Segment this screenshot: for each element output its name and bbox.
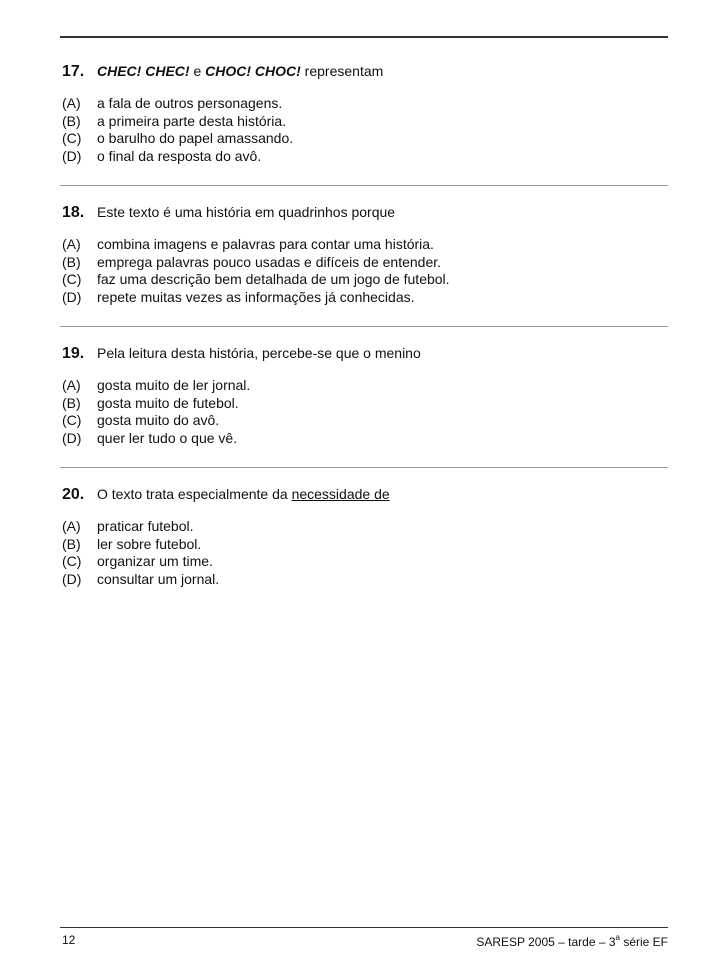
stem-underlined: necessidade de [291, 486, 390, 502]
option-b[interactable] [62, 113, 668, 131]
question-number: 17. [62, 63, 85, 80]
question-19 [62, 345, 668, 447]
option-a[interactable] [62, 377, 668, 395]
question-stem [97, 63, 383, 79]
question-number: 18. [62, 204, 85, 221]
options-list [62, 518, 668, 588]
option-letter: (B) [62, 535, 81, 552]
question-stem [97, 486, 390, 502]
question-header [62, 486, 668, 508]
separator [60, 326, 668, 327]
option-text: ler sobre futebol. [97, 535, 202, 552]
option-letter: (C) [62, 271, 82, 287]
question-stem: Este texto é uma história em quadrinhos porque [97, 204, 396, 220]
stem-text: representam [300, 63, 384, 79]
stem-emphasis: CHOC! CHOC! [205, 63, 301, 79]
option-c[interactable] [62, 271, 668, 289]
question-20 [62, 486, 668, 588]
option-text: combina imagens e palavras para contar uma história. [97, 236, 434, 252]
exam-label-sup: a [615, 933, 620, 942]
option-text: a fala de outros personagens. [97, 95, 283, 111]
question-18 [62, 204, 668, 306]
option-letter: (D) [62, 429, 82, 446]
question-number: 20. [62, 486, 85, 503]
page-footer [62, 933, 668, 949]
option-a[interactable] [62, 236, 668, 254]
option-letter: (D) [62, 288, 82, 305]
option-c[interactable] [62, 130, 668, 148]
page-number: 12 [62, 933, 76, 947]
option-letter: (A) [62, 95, 81, 111]
question-header [62, 204, 668, 226]
option-text: o final da resposta do avô. [97, 147, 262, 164]
question-17 [62, 63, 668, 165]
option-text: emprega palavras pouco usadas e difíceis de entender. [97, 253, 442, 270]
exam-label-suffix: série EF [619, 935, 668, 949]
option-letter: (B) [62, 394, 81, 411]
option-c[interactable] [62, 553, 668, 571]
option-text: gosta muito de ler jornal. [97, 377, 251, 393]
options-list [62, 236, 668, 306]
option-a[interactable] [62, 518, 668, 536]
option-letter: (B) [62, 112, 81, 129]
question-header [62, 63, 668, 85]
option-text: praticar futebol. [97, 518, 194, 534]
option-text: quer ler tudo o que vê. [97, 429, 238, 446]
option-c[interactable] [62, 412, 668, 430]
option-d[interactable] [62, 430, 668, 448]
exam-label-prefix: SARESP 2005 – tarde – 3 [476, 935, 616, 949]
option-a[interactable] [62, 95, 668, 113]
option-text: gosta muito do avô. [97, 412, 220, 428]
stem-text: O texto trata especialmente da [97, 486, 292, 502]
option-letter: (C) [62, 412, 82, 428]
option-text: gosta muito de futebol. [97, 394, 239, 411]
option-b[interactable] [62, 254, 668, 272]
question-stem: Pela leitura desta história, percebe-se que o menino [97, 345, 421, 361]
question-number: 19. [62, 345, 85, 362]
option-letter: (A) [62, 377, 81, 393]
option-letter: (C) [62, 130, 82, 146]
option-d[interactable] [62, 289, 668, 307]
options-list [62, 95, 668, 165]
footer-rule [60, 927, 668, 928]
separator [60, 467, 668, 468]
stem-emphasis: CHEC! CHEC! [97, 63, 190, 79]
option-text: repete muitas vezes as informações já conhecidas. [97, 288, 415, 305]
exam-label [476, 933, 668, 949]
option-text: a primeira parte desta história. [97, 112, 287, 129]
top-rule [60, 36, 668, 38]
separator [60, 185, 668, 186]
option-text: consultar um jornal. [97, 570, 220, 587]
option-letter: (B) [62, 253, 81, 270]
option-letter: (D) [62, 147, 82, 164]
option-text: faz uma descrição bem detalhada de um jogo de futebol. [97, 271, 450, 287]
options-list [62, 377, 668, 447]
question-header [62, 345, 668, 367]
option-b[interactable] [62, 395, 668, 413]
option-text: organizar um time. [97, 553, 213, 569]
stem-text: e [189, 63, 206, 79]
option-letter: (C) [62, 553, 82, 569]
option-d[interactable] [62, 148, 668, 166]
option-letter: (A) [62, 518, 81, 534]
option-letter: (A) [62, 236, 81, 252]
option-text: o barulho do papel amassando. [97, 130, 294, 146]
option-letter: (D) [62, 570, 82, 587]
option-b[interactable] [62, 536, 668, 554]
option-d[interactable] [62, 571, 668, 589]
